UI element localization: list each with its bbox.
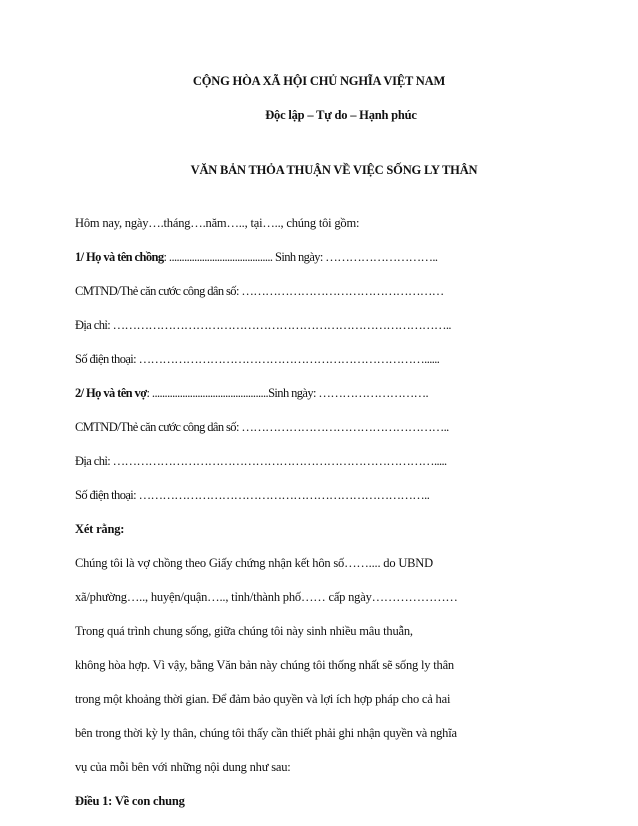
wife-name-fill: : ..............................................Sinh ngày: ………………………. xyxy=(146,386,429,400)
document-title: VĂN BẢN THỎA THUẬN VỀ VIỆC SỐNG LY THÂN xyxy=(190,163,478,177)
paragraph-line: không hòa hợp. Vì vậy, bằng Văn bản này chúng tôi thống nhất sẽ sống ly thân xyxy=(75,658,454,672)
paragraph-line: bên trong thời kỳ ly thân, chúng tôi thấy cần thiết phải ghi nhận quyền và nghĩa xyxy=(75,726,457,740)
paragraph-line: xã/phường….., huyện/quận….., tỉnh/thành phố…… cấp ngày………………… xyxy=(75,590,458,604)
paragraph-line: Chúng tôi là vợ chồng theo Giấy chứng nhận kết hôn số…….... do UBND xyxy=(75,556,433,570)
husband-label: 1/ Họ và tên chồng xyxy=(75,250,164,264)
wife-phone-line: Số điện thoại: ……………………………………………………………….. xyxy=(75,488,430,502)
article-1-heading: Điều 1: Về con chung xyxy=(75,794,185,808)
husband-id-line: CMTND/Thẻ căn cước công dân số: …………………………………………… xyxy=(75,284,444,298)
wife-id-line: CMTND/Thẻ căn cước công dân số: …………………………………………….. xyxy=(75,420,449,434)
husband-address-line: Địa chỉ: ………………………………………………………………………….. xyxy=(75,318,451,332)
wife-address-line: Địa chỉ: ………………………………………………………………………..... xyxy=(75,454,447,468)
national-title: CỘNG HÒA XÃ HỘI CHỦ NGHĨA VIỆT NAM xyxy=(192,74,446,88)
wife-name-line xyxy=(75,385,428,401)
motto: Độc lập – Tự do – Hạnh phúc xyxy=(265,108,417,122)
intro-line: Hôm nay, ngày….tháng….năm….., tại….., chúng tôi gồm: xyxy=(75,216,360,230)
husband-phone-line: Số điện thoại: ………………………………………………………………...... xyxy=(75,352,440,366)
wife-label: 2/ Họ và tên vợ xyxy=(75,386,147,400)
paragraph-line: Trong quá trình chung sống, giữa chúng tôi này sinh nhiều mâu thuẫn, xyxy=(75,624,413,638)
husband-name-fill: : ......................................... Sinh ngày: ……………………….. xyxy=(163,250,438,264)
whereas-heading: Xét rằng: xyxy=(75,522,125,536)
paragraph-line: trong một khoảng thời gian. Để đảm bảo quyền và lợi ích hợp pháp cho cả hai xyxy=(75,692,451,706)
paragraph-line: vụ của mỗi bên với những nội dung như sau: xyxy=(75,760,291,774)
husband-name-line xyxy=(75,249,437,265)
